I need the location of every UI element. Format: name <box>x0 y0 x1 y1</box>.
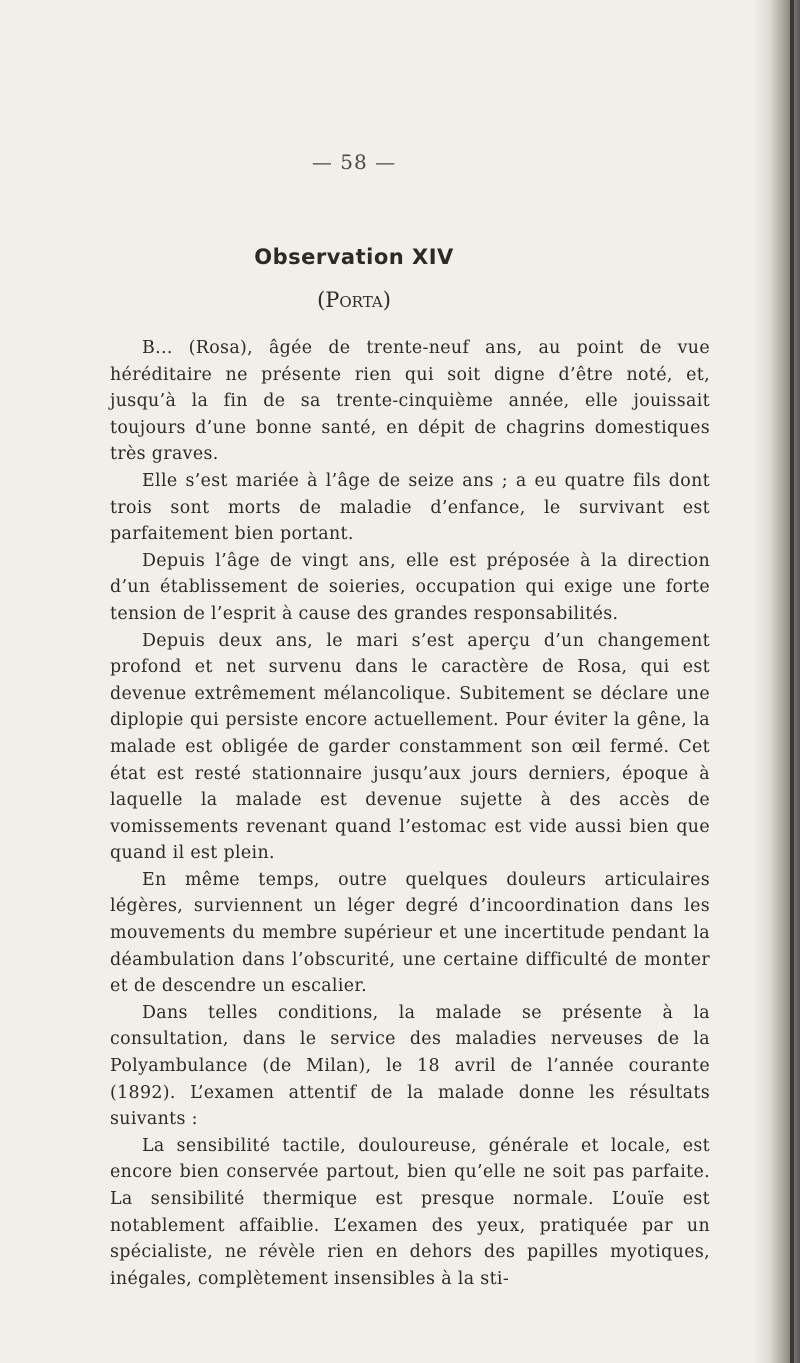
page-binding-edge <box>790 0 794 1363</box>
paragraph-1: B... (Rosa), âgée de trente-neuf ans, au point de vue héréditaire ne présente rien qui soit digne d’être noté, et, jusqu’à la fin de sa trente-cinquième année, elle jouissait toujours d’une bonne santé, en dépit de chagrins domestiques très graves. <box>110 338 710 465</box>
paragraph-7: La sensibilité tactile, douloureuse, générale et locale, est encore bien conservée partout, bien qu’elle ne soit pas parfaite. La sensibilité thermique est presque normale. L’ouïe est notablement affaiblie. L’examen des yeux, pratiquée par un spécialiste, ne révèle rien en dehors des papilles myotiques, inégales, complètement insensibles à la sti- <box>110 1135 710 1289</box>
section-author: (Porta) <box>317 288 391 312</box>
page-number: — 58 — <box>311 150 397 174</box>
paragraph-3: Depuis l’âge de vingt ans, elle est préposée à la direction d’un établissement de soieries, occupation qui exige une forte tension de l’esprit à cause des grandes responsabilités. <box>110 550 710 624</box>
paragraph-5: En même temps, outre quelques douleurs articulaires légères, surviennent un léger degré d’incoordination dans les mouvements du membre supérieur et une incertitude pendant la déambulation dans l’obscurité, une certaine difficulté de monter et de descendre un escalier. <box>110 869 710 997</box>
paragraph-6: Dans telles conditions, la malade se présente à la consultation, dans le service des maladies nerveuses de la Polyambulance (de Milan), le 18 avril de l’année courante (1892). L’examen attentif de la malade donne les résultats suivants : <box>110 1002 710 1130</box>
paragraph-2: Elle s’est mariée à l’âge de seize ans ; a eu quatre fils dont trois sont morts de maladie d’enfance, le survivant est parfaitement bien portant. <box>110 470 710 545</box>
section-title: Observation XIV <box>254 245 454 269</box>
body-text <box>110 335 710 1292</box>
paragraph-4: Depuis deux ans, le mari s’est aperçu d’un changement profond et net survenu dans le caractère de Rosa, qui est devenue extrêmement mélancolique. Subitement se déclare une diplopie qui persiste encore actuellement. Pour éviter la gêne, la malade est obligée de garder constamment son œil fermé. Cet état est resté stationnaire jusqu’aux jours derniers, époque à laquelle la malade est devenue sujette à des accès de vomissements revenant quand l’estomac est vide aussi bien que quand il est plein. <box>110 630 710 864</box>
